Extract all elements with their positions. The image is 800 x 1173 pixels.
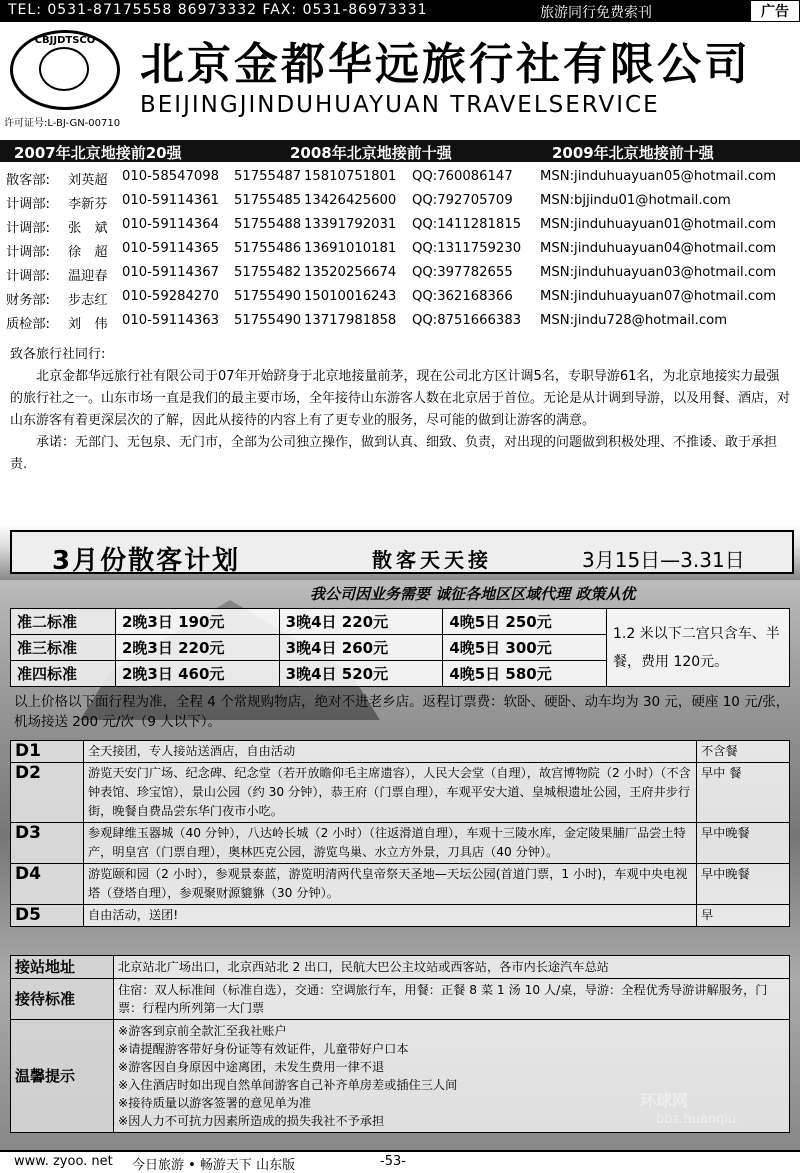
contact-name: 徐 超 (68, 245, 108, 260)
contact-mobile: 13717981858 (304, 313, 397, 328)
contact-fax: 51755486 (234, 241, 302, 256)
price-level: 准四标准 (11, 661, 116, 687)
itinerary-day: D3 (11, 823, 84, 864)
contact-tel: 010-58547098 (122, 169, 220, 184)
company-title-cn: 北京金都华远旅行社有限公司 (140, 39, 751, 90)
itinerary-row (11, 905, 790, 927)
ranking-2009: 2009年北京地接前十强 (552, 144, 714, 162)
plan-header (0, 524, 800, 580)
contact-dept: 计调部: (6, 221, 51, 236)
contact-fax: 51755490 (234, 313, 302, 328)
letter-to-agencies (10, 344, 790, 476)
itinerary-row (11, 741, 790, 763)
contact-qq: QQ:760086147 (412, 169, 513, 184)
price-table (10, 608, 790, 687)
contact-dept: 质检部: (6, 317, 51, 332)
itinerary-meal: 早中 餐 (697, 763, 790, 823)
contact-mobile: 13426425600 (304, 193, 397, 208)
price-2n3d: 2晚3日 220元 (116, 635, 280, 661)
contact-msn: MSN:jinduhuayuan01@hotmail.com (540, 217, 777, 232)
price-row (11, 609, 790, 635)
itinerary-desc: 游览天安门广场、纪念碑、纪念堂（若开放瞻仰毛主席遗容），人民大会堂（自理），故宫博物院（2 小时）（不含钟表馆、珍宝馆），景山公园（约 30 分钟），恭王府（门票自理），车观平安大道、皇城根遗址公园，王府井步行街，晚餐自费品尝东华门夜市小吃。 (84, 763, 697, 823)
contact-row (6, 262, 796, 286)
contact-qq: QQ:362168366 (412, 289, 513, 304)
contact-tel: 010-59114365 (122, 241, 220, 256)
contact-fax: 51755487 (234, 169, 302, 184)
watermark-brand: 环球网 (640, 1091, 689, 1110)
plan-dates: 3月15日—3.31日 (582, 548, 745, 572)
contact-qq: QQ:1311759230 (412, 241, 522, 256)
contact-name: 刘 伟 (68, 317, 108, 332)
price-3n4d: 3晚4日 520元 (279, 661, 443, 687)
watermark-url: bbs.huanqiu. (656, 1112, 741, 1127)
contact-mobile: 13691010181 (304, 241, 397, 256)
license-number: 许可证号:L-BJ-GN-00710 (4, 118, 121, 129)
contact-dept: 财务部: (6, 293, 51, 308)
child-price-note: 1.2 米以下二宫只含车、半餐，费用 120元。 (607, 609, 790, 687)
price-3n4d: 3晚4日 260元 (279, 635, 443, 661)
itinerary-desc: 参观肆维玉器城（40 分钟），八达岭长城（2 小时）（往返滑道自理），车观十三陵水库，金定陵果脯厂品尝土特产，明皇宫（门票自理），奥林匹克公园，游览鸟巢、水立方外景，刀具店（40 分钟）。 (84, 823, 697, 864)
itinerary-day: D4 (11, 864, 84, 905)
pickup-address: 北京站北广场出口，北京西站北 2 出口，民航大巴公主坟站或西客站，各市内长途汽车总站 (114, 956, 790, 979)
footer-slogan: 今日旅游 • 畅游天下 山东版 (132, 1158, 296, 1173)
contact-mobile: 15010016243 (304, 289, 397, 304)
price-4n5d: 4晚5日 300元 (443, 635, 607, 661)
page-footer (0, 1150, 800, 1173)
contact-row (6, 166, 796, 190)
itinerary-day: D2 (11, 763, 84, 823)
contact-msn: MSN:jinduhuayuan04@hotmail.com (540, 241, 777, 256)
itinerary-row (11, 864, 790, 905)
contact-dept: 散客部: (6, 173, 51, 188)
itinerary-row (11, 823, 790, 864)
contact-msn: MSN:bjjindu01@hotmail.com (540, 193, 731, 208)
contact-mobile: 13520256674 (304, 265, 397, 280)
contact-name: 刘英超 (68, 173, 108, 188)
contact-row (6, 238, 796, 262)
info-row-standard (11, 979, 790, 1020)
ranking-2008: 2008年北京地接前十强 (290, 144, 452, 162)
contact-row (6, 190, 796, 214)
standard-label: 接待标准 (11, 979, 114, 1020)
contact-tel: 010-59114364 (122, 217, 220, 232)
contact-row (6, 286, 796, 310)
tips-label: 温馨提示 (11, 1020, 114, 1133)
contact-row (6, 214, 796, 238)
itinerary-desc: 自由活动，送团! (84, 905, 697, 927)
price-level: 准二标准 (11, 609, 116, 635)
price-3n4d: 3晚4日 220元 (279, 609, 443, 635)
itinerary-meal: 不含餐 (697, 741, 790, 763)
itinerary-desc: 游览颐和园（2 小时），参观景泰蓝，游览明清两代皇帝祭天圣地—天坛公园(首道门票，1 小时)，车观中央电视塔（登塔自理），参观聚财源貔貅（30 分钟）。 (84, 864, 697, 905)
contact-fax: 51755490 (234, 289, 302, 304)
contact-msn: MSN:jinduhuayuan07@hotmail.com (540, 289, 777, 304)
price-4n5d: 4晚5日 250元 (443, 609, 607, 635)
ranking-bar (0, 140, 800, 162)
contact-qq: QQ:792705709 (412, 193, 513, 208)
contact-qq: QQ:397782655 (412, 265, 513, 280)
info-row-pickup (11, 956, 790, 979)
contact-name: 张 斌 (68, 221, 108, 236)
company-title-en: BEIJINGJINDUHUAYUAN TRAVELSERVICE (140, 92, 660, 118)
company-logo (10, 30, 120, 110)
letter-greeting: 致各旅行社同行: (10, 347, 106, 362)
contact-tel: 010-59284270 (122, 289, 220, 304)
service-standard: 住宿：双人标准间（标准自选），交通：空调旅行车，用餐：正餐 8 菜 1 汤 10 人/桌，导游：全程优秀导游讲解服务，门票：行程内所列第一大门票 (114, 979, 790, 1020)
price-2n3d: 2晚3日 190元 (116, 609, 280, 635)
contact-name: 李新芬 (68, 197, 108, 212)
itinerary-meal: 早中晚餐 (697, 864, 790, 905)
contact-tel: 010-59114363 (122, 313, 220, 328)
tip-item: ※游客到京前全款汇至我社账户 (118, 1024, 287, 1038)
price-4n5d: 4晚5日 580元 (443, 661, 607, 687)
letter-paragraph-promise: 承诺：无部门、无包泉、无门市，全部为公司独立操作，做到认真、细致、负责，对出现的问题做到积极处理、不推诿、敢于承担责. (10, 435, 778, 472)
itinerary-table (10, 740, 790, 927)
agent-recruit-slogan: 我公司因业务需要 诚征各地区区域代理 政策从优 (310, 585, 636, 603)
contact-msn: MSN:jinduhuayuan03@hotmail.com (540, 265, 777, 280)
contact-tel: 010-59114367 (122, 265, 220, 280)
page-number: -53- (380, 1154, 406, 1169)
contact-msn: MSN:jindu728@hotmail.com (540, 313, 728, 328)
contact-mobile: 13391792031 (304, 217, 397, 232)
price-2n3d: 2晚3日 460元 (116, 661, 280, 687)
contact-qq: QQ:1411281815 (412, 217, 522, 232)
itinerary-meal: 早 (697, 905, 790, 927)
contact-dept: 计调部: (6, 197, 51, 212)
contact-name: 温迎春 (68, 269, 108, 284)
price-level: 准三标准 (11, 635, 116, 661)
itinerary-row (11, 763, 790, 823)
contact-dept: 计调部: (6, 269, 51, 284)
contact-name: 步志红 (68, 293, 108, 308)
tip-item: ※入住酒店时如出现自然单间游客自己补齐单房差或插住三人间 (118, 1078, 458, 1092)
contact-msn: MSN:jinduhuayuan05@hotmail.com (540, 169, 777, 184)
itinerary-day: D5 (11, 905, 84, 927)
itinerary-day: D1 (11, 741, 84, 763)
tip-item: ※请提醒游客带好身份证等有效证件，儿童带好户口本 (118, 1042, 409, 1056)
tip-item: ※因人力不可抗力因素所造成的损失我社不予承担 (118, 1114, 385, 1128)
itinerary-desc: 全天接团，专人接站送酒店，自由活动 (84, 741, 697, 763)
price-note: 以上价格以下面行程为准，全程 4 个常规购物店，绝对不进老乡店。返程订票费：软卧、硬卧、动车均为 30 元，硬座 10 元/张，机场接送 200 元/次（9 人以下）。 (14, 694, 790, 730)
top-tagline: 旅游同行免费索刊 (540, 5, 652, 21)
contact-fax: 51755488 (234, 217, 302, 232)
contact-qq: QQ:8751666383 (412, 313, 522, 328)
tip-item: ※游客因自身原因中途离团，未发生费用一律不退 (118, 1060, 385, 1074)
top-contact: TEL: 0531-87175558 86973332 FAX: 0531-86973331 (8, 2, 428, 18)
ranking-2007: 2007年北京地接前20强 (14, 144, 182, 162)
contact-fax: 51755482 (234, 265, 302, 280)
contact-fax: 51755485 (234, 193, 302, 208)
contact-tel: 010-59114361 (122, 193, 220, 208)
contact-list (6, 166, 796, 334)
contact-row (6, 310, 796, 334)
contact-dept: 计调部: (6, 245, 51, 260)
top-bar (0, 0, 800, 22)
ad-label: 广告 (750, 0, 800, 22)
pickup-label: 接站地址 (11, 956, 114, 979)
plan-subtitle: 散客天天接 (372, 548, 492, 572)
footer-site: www. zyoo. net (14, 1154, 113, 1169)
plan-title: 3月份散客计划 (52, 546, 241, 576)
logo-text: CBJJDTSCO (34, 35, 96, 46)
itinerary-meal: 早中晚餐 (697, 823, 790, 864)
letter-paragraph-intro: 北京金都华远旅行社有限公司于07年开始跻身于北京地接量前茅，现在公司北方区计调5名，专职导游61名，为北京地接实力最强的旅行社之一。山东市场一直是我们的最主要市场，全年接待山东游客人数在北京居于首位。无论是从计调到导游，以及用餐、酒店，对山东游客有着更深层次的了解，因此从接待的内容上有了更专业的服务，尽可能的做到让游客的满意。 (10, 369, 791, 428)
tip-item: ※接待质量以游客签署的意见单为准 (118, 1096, 312, 1110)
contact-mobile: 15810751801 (304, 169, 397, 184)
